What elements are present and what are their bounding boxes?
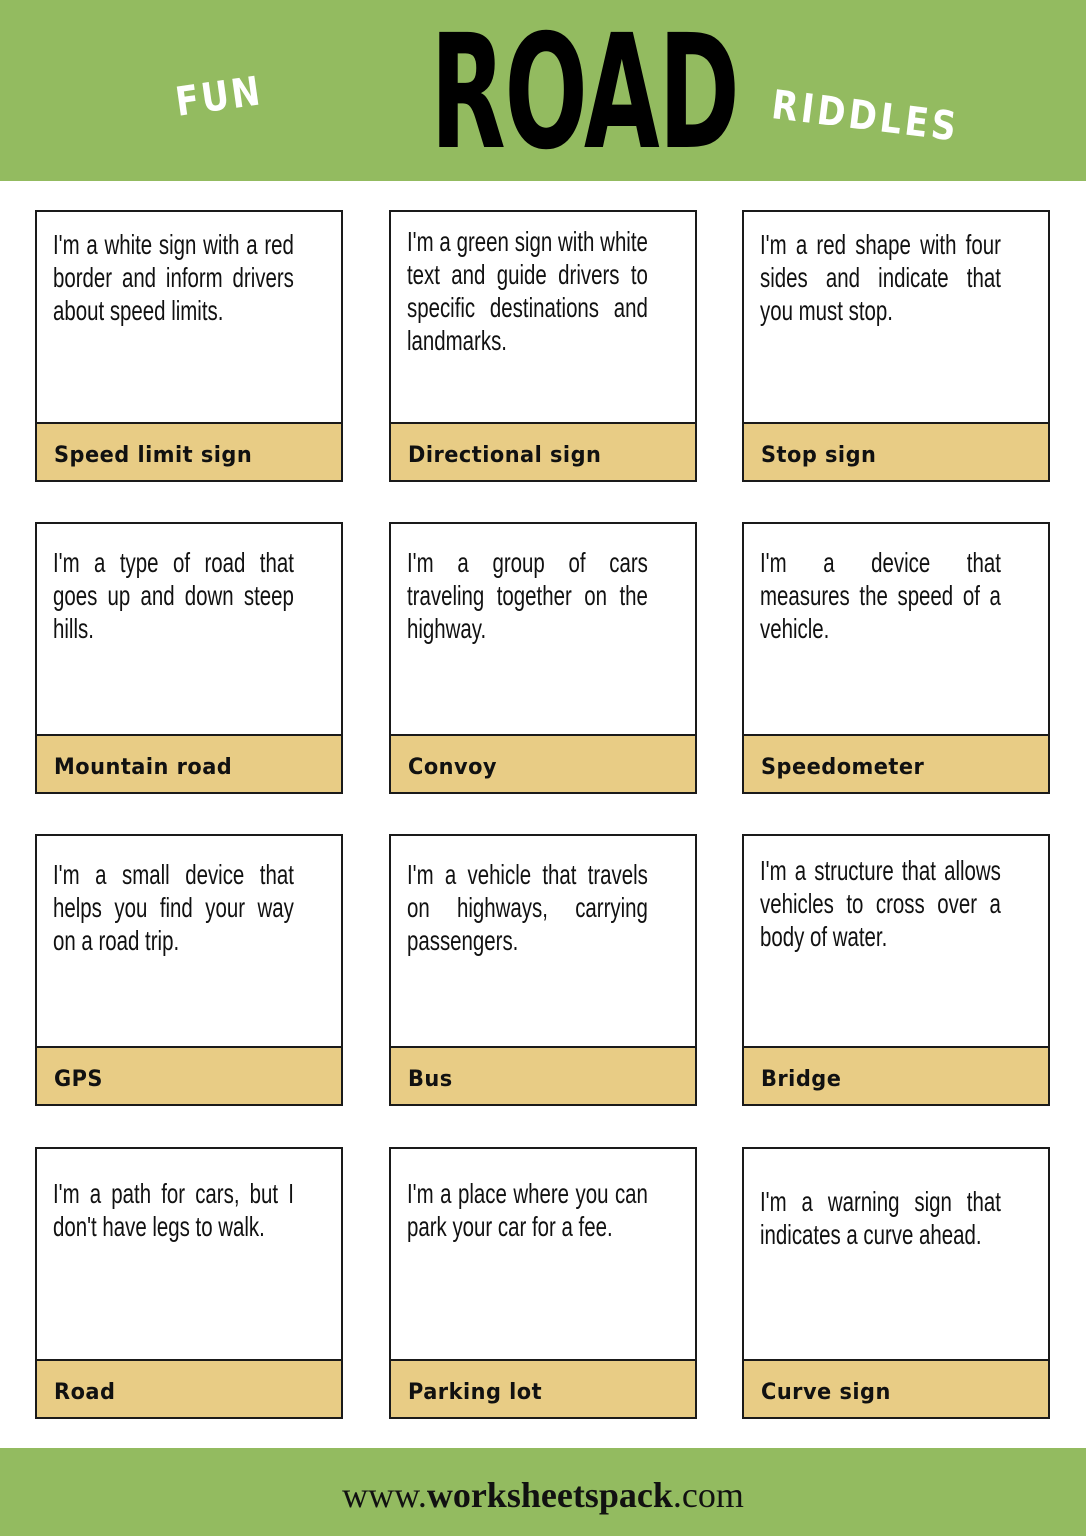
answer-band: [37, 1046, 341, 1104]
answer-band: [391, 422, 695, 480]
riddle-text: I'm a group of cars traveling together on the highway.: [407, 547, 648, 644]
answer-text: Directional sign: [408, 443, 602, 468]
riddle-card: [389, 834, 697, 1106]
answer-band: [37, 1359, 341, 1417]
riddle-card: [389, 1147, 697, 1419]
riddle-text: I'm a type of road that goes up and down steep hills.: [53, 547, 294, 644]
answer-band: [37, 734, 341, 792]
riddle-card: [742, 834, 1050, 1106]
website-url[interactable]: [0, 1474, 1086, 1516]
riddle-text: I'm a small device that helps you find your way on a road trip.: [53, 859, 294, 956]
answer-text: Speed limit sign: [54, 443, 253, 468]
answer-text: Convoy: [408, 755, 498, 780]
header-banner: [0, 0, 1086, 185]
riddle-card: [35, 210, 343, 482]
answer-text: Bus: [408, 1067, 453, 1092]
answer-text: Bridge: [761, 1067, 842, 1092]
riddle-card: [742, 522, 1050, 794]
answer-text: Speedometer: [761, 755, 925, 780]
url-domain: worksheetspack: [426, 1475, 673, 1515]
riddle-card: [35, 834, 343, 1106]
riddle-text: I'm a warning sign that indicates a curve ahead.: [760, 1186, 1001, 1250]
riddle-text: I'm a vehicle that travels on highways, carrying passengers.: [407, 859, 648, 956]
answer-band: [744, 1046, 1048, 1104]
answer-band: [744, 1359, 1048, 1417]
riddle-card: [35, 1147, 343, 1419]
riddle-text: I'm a path for cars, but I don't have legs to walk.: [53, 1178, 294, 1242]
url-prefix: www.: [342, 1475, 427, 1515]
answer-text: Road: [54, 1380, 116, 1405]
footer-banner: [0, 1448, 1086, 1536]
answer-text: Parking lot: [408, 1380, 543, 1405]
url-suffix: .com: [672, 1475, 744, 1515]
riddle-card: [389, 522, 697, 794]
answer-band: [391, 734, 695, 792]
riddle-text: I'm a green sign with white text and guide drivers to specific destinations and landmarks.: [407, 226, 648, 356]
answer-text: Stop sign: [761, 443, 877, 468]
answer-band: [37, 422, 341, 480]
header-right-word: RIDDLES: [769, 82, 962, 151]
riddle-text: I'm a white sign with a red border and inform drivers about speed limits.: [53, 229, 294, 326]
answer-text: GPS: [54, 1067, 103, 1092]
riddle-card: [742, 1147, 1050, 1419]
riddle-text: I'm a place where you can park your car for a fee.: [407, 1178, 648, 1242]
header-left-word: FUN: [172, 68, 266, 126]
answer-text: Mountain road: [54, 755, 233, 780]
riddle-text: I'm a red shape with four sides and indicate that you must stop.: [760, 229, 1001, 326]
riddle-text: I'm a device that measures the speed of a vehicle.: [760, 547, 1001, 644]
answer-band: [744, 734, 1048, 792]
riddle-text: I'm a structure that allows vehicles to cross over a body of water.: [760, 855, 1001, 952]
riddle-card: [389, 210, 697, 482]
riddle-card: [35, 522, 343, 794]
answer-band: [744, 422, 1048, 480]
page-title: ROAD: [430, 1, 739, 185]
answer-band: [391, 1046, 695, 1104]
riddle-card: [742, 210, 1050, 482]
answer-band: [391, 1359, 695, 1417]
answer-text: Curve sign: [761, 1380, 891, 1405]
